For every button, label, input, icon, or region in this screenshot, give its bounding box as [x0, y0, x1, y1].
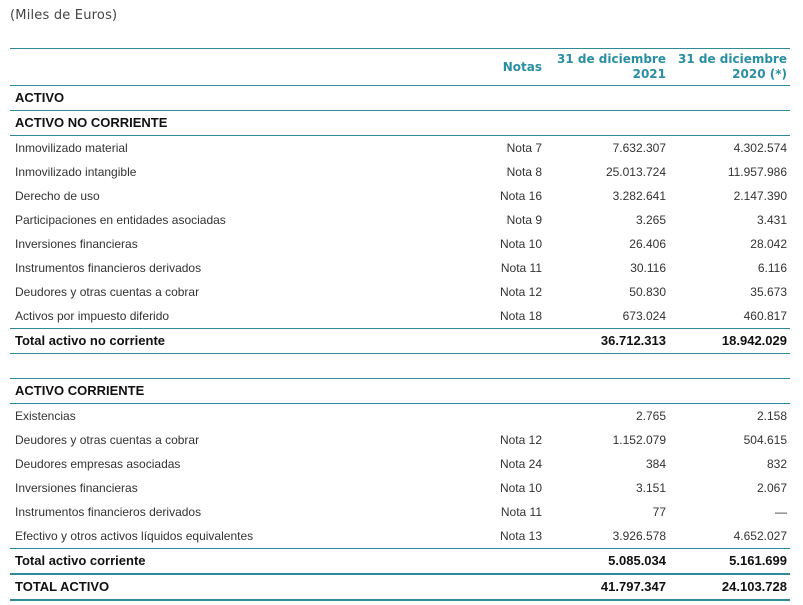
header-2020 — [667, 52, 787, 82]
header-notas: Notas — [502, 60, 542, 74]
section-label: ACTIVO NO CORRIENTE — [15, 115, 168, 130]
row-label: Derecho de uso — [15, 189, 100, 203]
value-2020: 2.147.390 — [733, 189, 787, 203]
row-label: Efectivo y otros activos líquidos equivalentes — [15, 529, 254, 543]
nota-ref: Nota 9 — [506, 213, 542, 227]
nota-ref: Nota 18 — [499, 309, 542, 323]
value-2020: 28.042 — [750, 237, 787, 251]
nota-ref: Nota 12 — [499, 433, 542, 447]
table-header — [10, 48, 790, 86]
row-label: Deudores empresas asociadas — [15, 457, 181, 471]
value-2020: 832 — [766, 457, 787, 471]
table-row — [10, 208, 790, 232]
header-2021-line2: 2021 — [632, 67, 666, 81]
row-label: Inversiones financieras — [15, 237, 138, 251]
value-2020: 504.615 — [743, 433, 787, 447]
value-2021: 5.085.034 — [608, 553, 666, 568]
nota-ref: Nota 7 — [506, 141, 542, 155]
table-row — [10, 136, 790, 160]
value-2021: 41.797.347 — [600, 579, 666, 594]
table-row — [10, 428, 790, 452]
value-2020: 24.103.728 — [721, 579, 787, 594]
header-2020-line1: 31 de diciembre — [677, 52, 787, 66]
no-corriente-rows — [10, 136, 790, 328]
header-2021-line1: 31 de diciembre — [556, 52, 666, 66]
corriente-rows — [10, 404, 790, 548]
row-label: Existencias — [15, 409, 76, 423]
value-2020: 2.158 — [756, 409, 787, 423]
table-row — [10, 524, 790, 548]
section-label: ACTIVO — [15, 90, 65, 105]
value-2020: 2.067 — [756, 481, 787, 495]
row-label: Activos por impuesto diferido — [15, 309, 170, 323]
row-label: Inmovilizado intangible — [15, 165, 137, 179]
row-label: Deudores y otras cuentas a cobrar — [15, 433, 200, 447]
header-2021 — [546, 52, 666, 82]
value-2021: 1.152.079 — [612, 433, 666, 447]
value-2020: 3.431 — [756, 213, 787, 227]
nota-ref: Nota 24 — [499, 457, 542, 471]
value-2021: 7.632.307 — [612, 141, 666, 155]
value-2021: 30.116 — [630, 261, 666, 275]
value-2021: 26.406 — [629, 237, 666, 251]
table-row — [10, 500, 790, 524]
value-2021: 77 — [652, 505, 666, 519]
section-label: ACTIVO CORRIENTE — [15, 383, 145, 398]
total-corriente-row — [10, 548, 790, 574]
row-label: Deudores y otras cuentas a cobrar — [15, 285, 200, 299]
row-label: Inversiones financieras — [15, 481, 138, 495]
value-2020: 35.673 — [750, 285, 787, 299]
nota-ref: Nota 16 — [499, 189, 542, 203]
value-2021: 3.282.641 — [612, 189, 666, 203]
section-activo-corriente — [10, 378, 790, 404]
nota-ref: Nota 10 — [499, 481, 542, 495]
section-activo-no-corriente — [10, 111, 790, 136]
value-2020: 4.302.574 — [733, 141, 787, 155]
value-2021: 673.024 — [622, 309, 666, 323]
value-2021: 50.830 — [629, 285, 666, 299]
row-label: Participaciones en entidades asociadas — [15, 213, 226, 227]
nota-ref: Nota 11 — [500, 505, 542, 519]
nota-ref: Nota 13 — [499, 529, 542, 543]
row-label: Instrumentos financieros derivados — [15, 505, 202, 519]
section-activo — [10, 86, 790, 111]
table-row — [10, 280, 790, 304]
table-row — [10, 452, 790, 476]
nota-ref: Nota 10 — [499, 237, 542, 251]
row-label: Total activo no corriente — [15, 333, 166, 348]
header-2020-line2: 2020 (*) — [732, 67, 787, 81]
table-row — [10, 304, 790, 328]
total-no-corriente-row — [10, 328, 790, 354]
nota-ref: Nota 12 — [499, 285, 542, 299]
table-row — [10, 256, 790, 280]
table-row — [10, 404, 790, 428]
units-caption: (Miles de Euros) — [10, 8, 118, 23]
value-2021: 2.765 — [635, 409, 666, 423]
value-2021: 384 — [645, 457, 666, 471]
row-label: TOTAL ACTIVO — [15, 579, 110, 594]
value-2020: 5.161.699 — [729, 553, 787, 568]
balance-sheet-table — [10, 48, 790, 601]
row-label: Inmovilizado material — [15, 141, 128, 155]
value-2020: 11.957.986 — [727, 165, 787, 179]
value-2021: 3.151 — [635, 481, 666, 495]
value-2021: 25.013.724 — [605, 165, 666, 179]
nota-ref: Nota 8 — [506, 165, 542, 179]
spacer — [10, 354, 790, 378]
value-2020: 460.817 — [743, 309, 787, 323]
value-2020: 18.942.029 — [721, 333, 787, 348]
value-2020: 6.116 — [757, 261, 787, 275]
row-label: Total activo corriente — [15, 553, 146, 568]
value-2021: 3.926.578 — [612, 529, 666, 543]
table-row — [10, 160, 790, 184]
table-row — [10, 476, 790, 500]
value-2020: 4.652.027 — [733, 529, 787, 543]
nota-ref: Nota 11 — [500, 261, 542, 275]
value-2021: 36.712.313 — [600, 333, 666, 348]
value-2021: 3.265 — [635, 213, 666, 227]
row-label: Instrumentos financieros derivados — [15, 261, 202, 275]
table-row — [10, 232, 790, 256]
value-2020: — — [775, 505, 787, 519]
total-activo-row — [10, 574, 790, 601]
table-row — [10, 184, 790, 208]
